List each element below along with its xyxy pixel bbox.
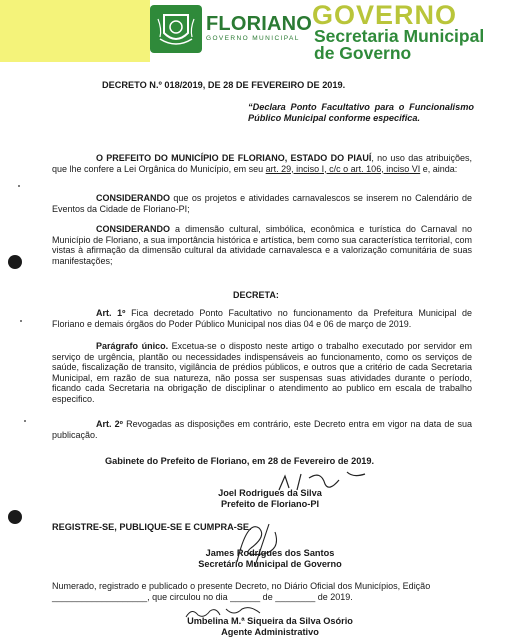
considerando-1-text: que os projetos e atividades carnavalescos se inserem no Calendário de Eventos da Cidade de Floriano-PI; (52, 193, 472, 214)
gov-de-governo: de Governo (314, 43, 412, 63)
signatory-1-role: Prefeito de Floriano-PI (220, 499, 319, 509)
article-1-text: Fica decretado Ponto Facultativo no funcionamento da Prefeitura Municipal de Floriano e demais órgãos do Poder Público Municipal nos dias 04 e 06 de março de 2019. (52, 308, 472, 329)
brand-subtitle: GOVERNO MUNICIPAL (206, 35, 300, 42)
article-1 (52, 308, 472, 329)
government-header (312, 2, 484, 62)
signatory-2-name: James Rodrigues dos Santos (205, 548, 335, 558)
preamble-text: , no uso das atribuições, que lhe confere a Lei Orgânica do Município, em seu (52, 153, 473, 174)
signatory-3-name: Umbelina M.ª Siqueira da Silva Osório (187, 616, 353, 626)
floriano-logo (150, 5, 202, 53)
gabinete-line: Gabinete do Prefeito de Floriano, em 28 de Fevereiro de 2019. (105, 456, 375, 466)
article-2-bold: Art. 2º (96, 419, 123, 429)
scan-speck (18, 185, 20, 187)
brand-name: FLORIANO (206, 13, 313, 35)
signatory-2-role: Secretário Municipal de Governo (198, 559, 342, 569)
binder-hole-top (8, 255, 22, 269)
decree-title: DECRETO N.º 018/2019, DE 28 DE FEVEREIRO DE 2019. (102, 80, 346, 90)
decree-ementa: “Declara Ponto Facultativo para o Funcionalismo Público Municipal conforme especifica. (248, 102, 474, 123)
paragrafo-unico-text: Excetua-se o disposto neste artigo o trabalho executado por servidor em serviço de urgência, plantão ou necessidades indispensáveis ao funcionamento, como os serviços de saúde, fiscalização de transito, vigilância de prédios públicos, e outros que a critério de cada Secretaria Municipal, em razão de sua natureza, não possa ser suspensas suas atividades durante o período, ficando cada Secretaria na obrigação de disciplinar o atendimento ao publico em escala de trabalho especifico. (52, 341, 473, 404)
paragrafo-unico (52, 341, 472, 404)
article-2 (52, 419, 472, 440)
considerando-2-text: a dimensão cultural, simbólica, econômica e turística do Carnaval no Município de Floriano, a sua importância histórica e artística, bem como sua característica territorial, com vistas à afirmação da dimensão cultural da atividade carnavalesca e a valorização comunitária de suas manifestações; (52, 224, 472, 266)
gov-title: GOVERNO (312, 0, 458, 30)
scan-speck (24, 420, 26, 422)
paragraph-considerando-2 (52, 224, 472, 266)
paragrafo-unico-bold: Parágrafo único. (96, 341, 169, 351)
paragraph-preamble (52, 153, 472, 174)
scan-speck (20, 320, 22, 322)
binder-hole-bottom (8, 510, 22, 524)
gov-secretaria: Secretaria Municipal (314, 26, 485, 46)
decreta-heading: DECRETA: (233, 290, 279, 300)
preamble-reference: art. 29, inciso I, c/c o art. 106, inciso VI (265, 163, 421, 174)
numerado-paragraph: Numerado, registrado e publicado o presente Decreto, no Diário Oficial dos Municípios, Edição ___________________, que circulou no dia ______ de ________ de 2019. (52, 581, 431, 602)
article-1-bold: Art. 1º (96, 308, 126, 318)
highlighter-mark (0, 0, 150, 62)
preamble-bold: O PREFEITO DO MUNICÍPIO DE FLORIANO, ESTADO DO PIAUÍ (96, 153, 372, 163)
signatory-3-role: Agente Administrativo (221, 627, 319, 637)
considerando-2-bold: CONSIDERANDO (96, 224, 171, 234)
considerando-1-bold: CONSIDERANDO (96, 193, 171, 203)
brand-block (206, 14, 312, 42)
article-2-text: Revogadas as disposições em contrário, este Decreto entra em vigor na data de sua publicação. (52, 419, 473, 440)
paragraph-considerando-1 (52, 193, 472, 214)
preamble-end: e, ainda: (420, 163, 458, 174)
registre-line: REGISTRE-SE, PUBLIQUE-SE E CUMPRA-SE. (52, 522, 252, 532)
signatory-1-name: Joel Rodrigues da Silva (218, 488, 322, 498)
